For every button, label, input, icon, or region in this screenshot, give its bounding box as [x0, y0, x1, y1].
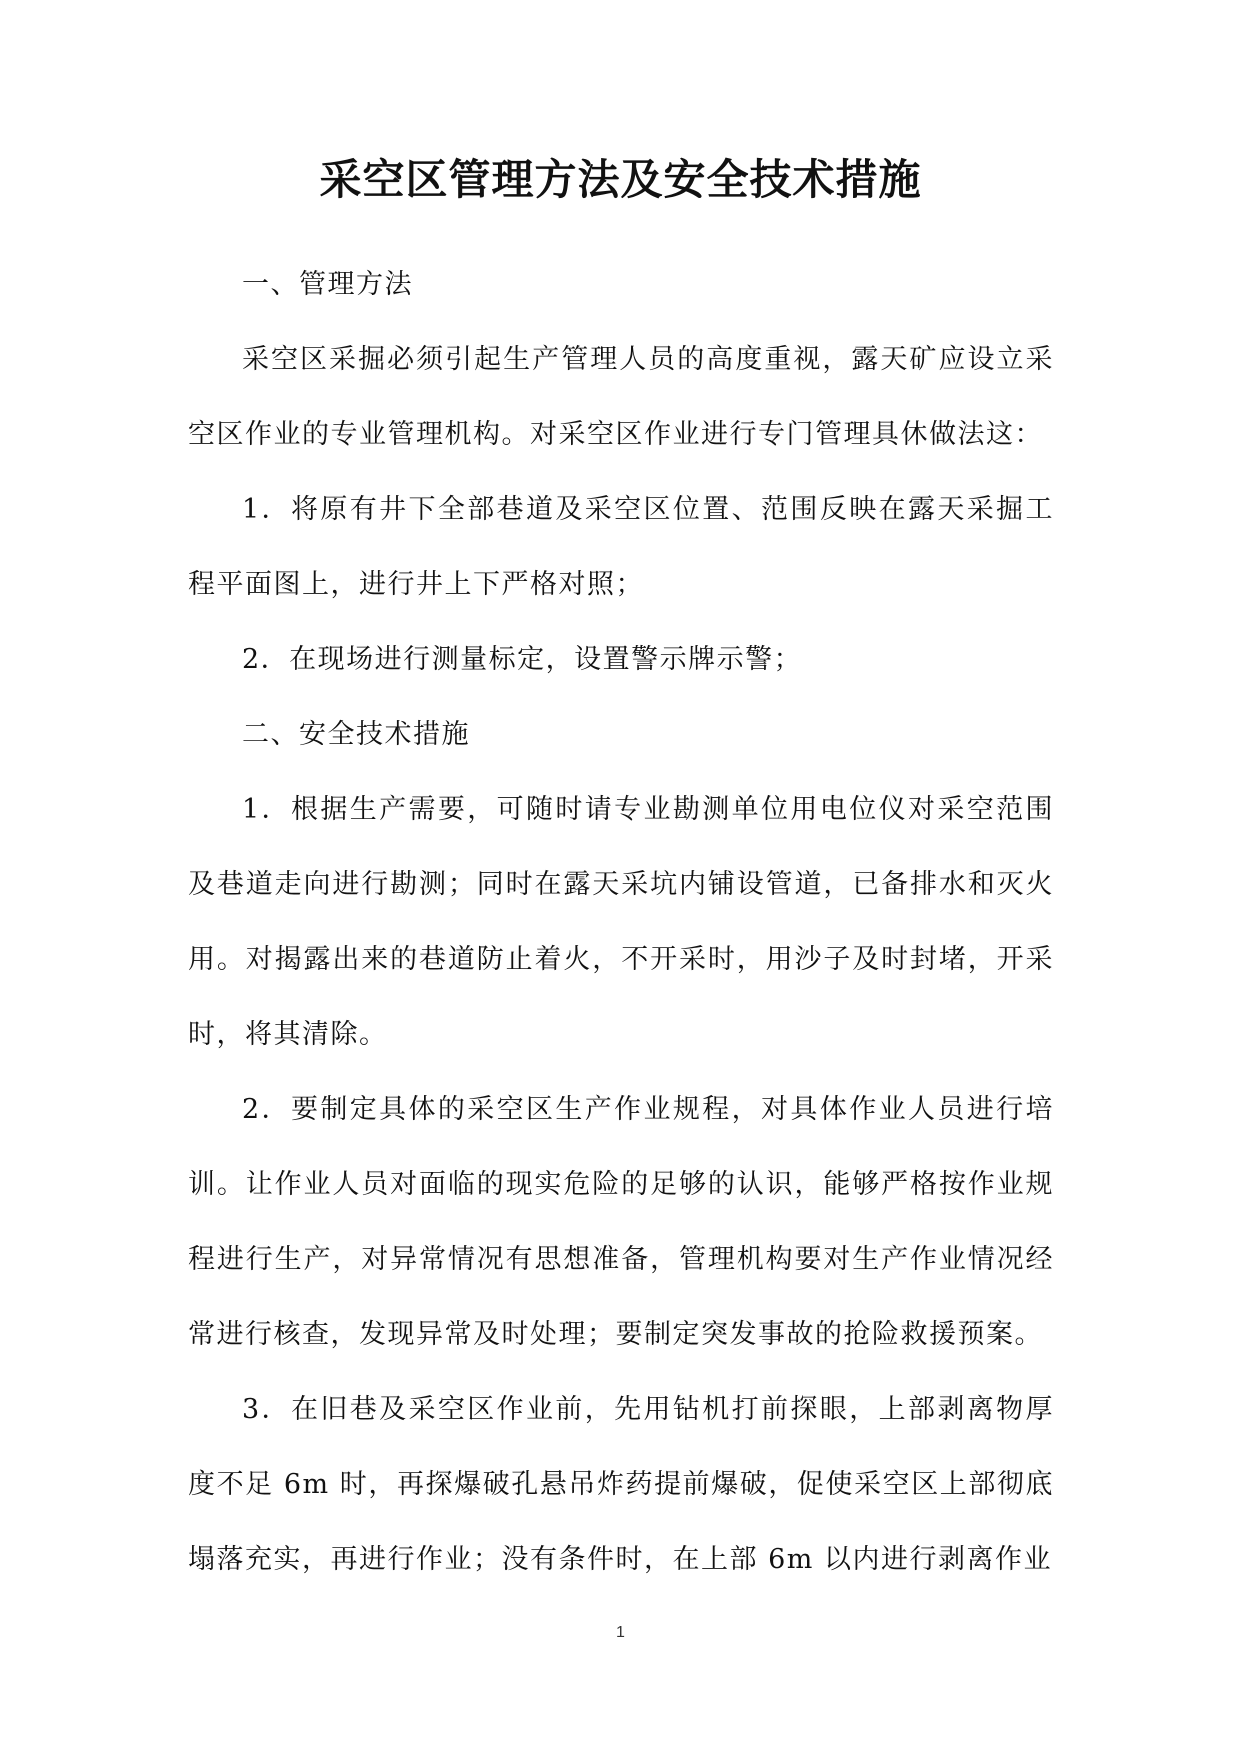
paragraph-safety-item-3: 3．在旧巷及采空区作业前，先用钻机打前探眼，上部剥离物厚度不足 6m 时，再探爆破孔悬吊炸药提前爆破，促使采空区上部彻底塌落充实，再进行作业；没有条件时，在上部 6m 以内进行剥离作业 [188, 1394, 1054, 1575]
paragraph-management-item-1: 1．将原有井下全部巷道及采空区位置、范围反映在露天采掘工程平面图上，进行井上下严格对照； [188, 494, 1054, 600]
document-body [188, 247, 1054, 1597]
paragraph-management-intro: 采空区采掘必须引起生产管理人员的高度重视，露天矿应设立采空区作业的专业管理机构。对采空区作业进行专门管理具休做法这： [188, 344, 1054, 450]
paragraph-safety-item-2: 2．要制定具体的采空区生产作业规程，对具体作业人员进行培训。让作业人员对面临的现实危险的足够的认识，能够严格按作业规程进行生产，对异常情况有思想准备，管理机构要对生产作业情况经常进行核查，发现异常及时处理；要制定突发事故的抢险救援预案。 [188, 1094, 1054, 1350]
section-heading-management-methods: 一、管理方法 [242, 269, 413, 300]
paragraph-safety-item-1: 1．根据生产需要，可随时请专业勘测单位用电位仪对采空范围及巷道走向进行勘测；同时在露天采坑内铺设管道，已备排水和灭火用。对揭露出来的巷道防止着火，不开采时，用沙子及时封堵，开采时，将其清除。 [188, 794, 1054, 1050]
page-number: 1 [616, 1624, 625, 1641]
section-heading-safety-measures: 二、安全技术措施 [242, 719, 470, 750]
document-title: 采空区管理方法及安全技术措施 [319, 155, 922, 204]
paragraph-management-item-2: 2．在现场进行测量标定，设置警示牌示警； [242, 644, 803, 675]
